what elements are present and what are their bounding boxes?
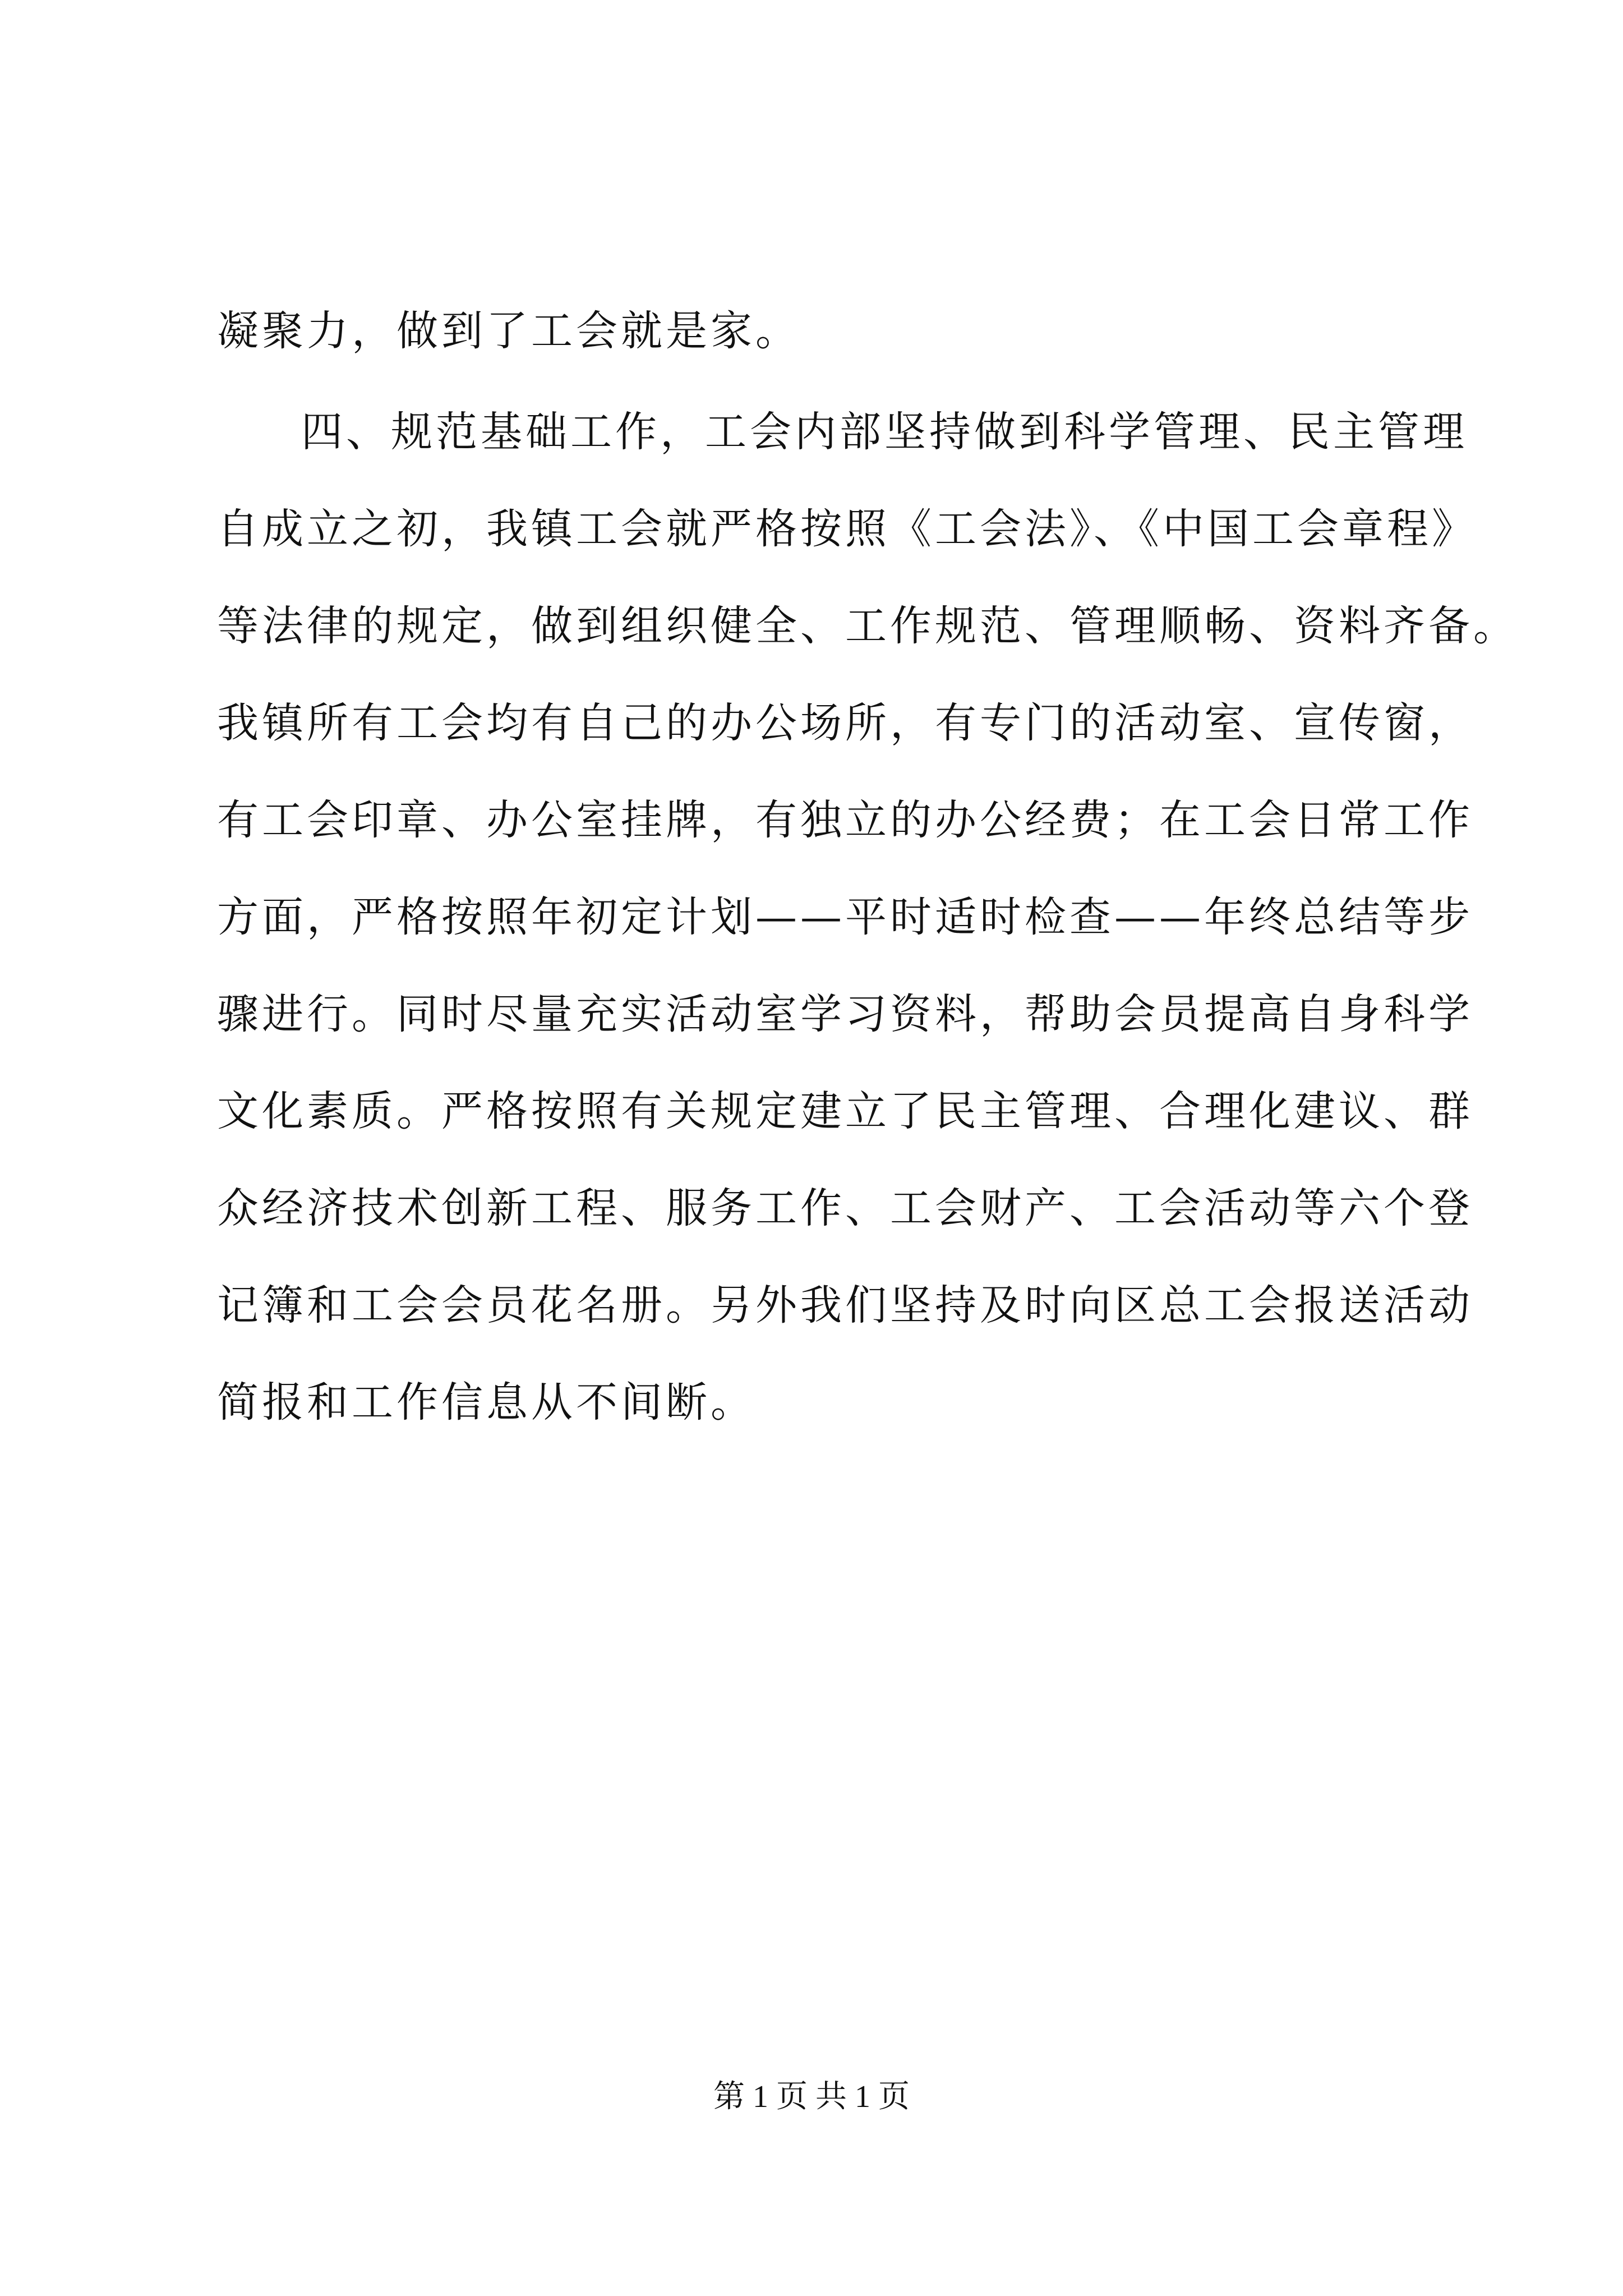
text-line: 众经济技术创新工程、服务工作、工会财产、工会活动等六个登 xyxy=(217,1184,1473,1232)
text-line: 凝聚力，做到了工会就是家。 xyxy=(217,307,800,355)
text-line: 等法律的规定，做到组织健全、工作规范、管理顺畅、资料齐备。 xyxy=(217,602,1518,650)
text-line: 骤进行。同时尽量充实活动室学习资料，帮助会员提高自身科学 xyxy=(217,990,1473,1038)
text-line: 记簿和工会会员花名册。另外我们坚持及时向区总工会报送活动 xyxy=(217,1281,1473,1329)
page-footer: 第 1 页 共 1 页 xyxy=(713,2079,910,2114)
text-line: 有工会印章、办公室挂牌，有独立的办公经费；在工会日常工作 xyxy=(217,796,1473,844)
text-line: 简报和工作信息从不间断。 xyxy=(217,1378,755,1427)
text-line: 文化素质。严格按照有关规定建立了民主管理、合理化建议、群 xyxy=(217,1087,1473,1135)
text-line: 自成立之初，我镇工会就严格按照《工会法》、《中国工会章程》 xyxy=(217,505,1477,553)
text-line: 方面，严格按照年初定计划——平时适时检查——年终总结等步 xyxy=(217,893,1473,941)
text-line: 我镇所有工会均有自己的办公场所，有专门的活动室、宣传窗， xyxy=(217,699,1473,747)
section-heading: 四、规范基础工作，工会内部坚持做到科学管理、民主管理 xyxy=(301,408,1468,456)
